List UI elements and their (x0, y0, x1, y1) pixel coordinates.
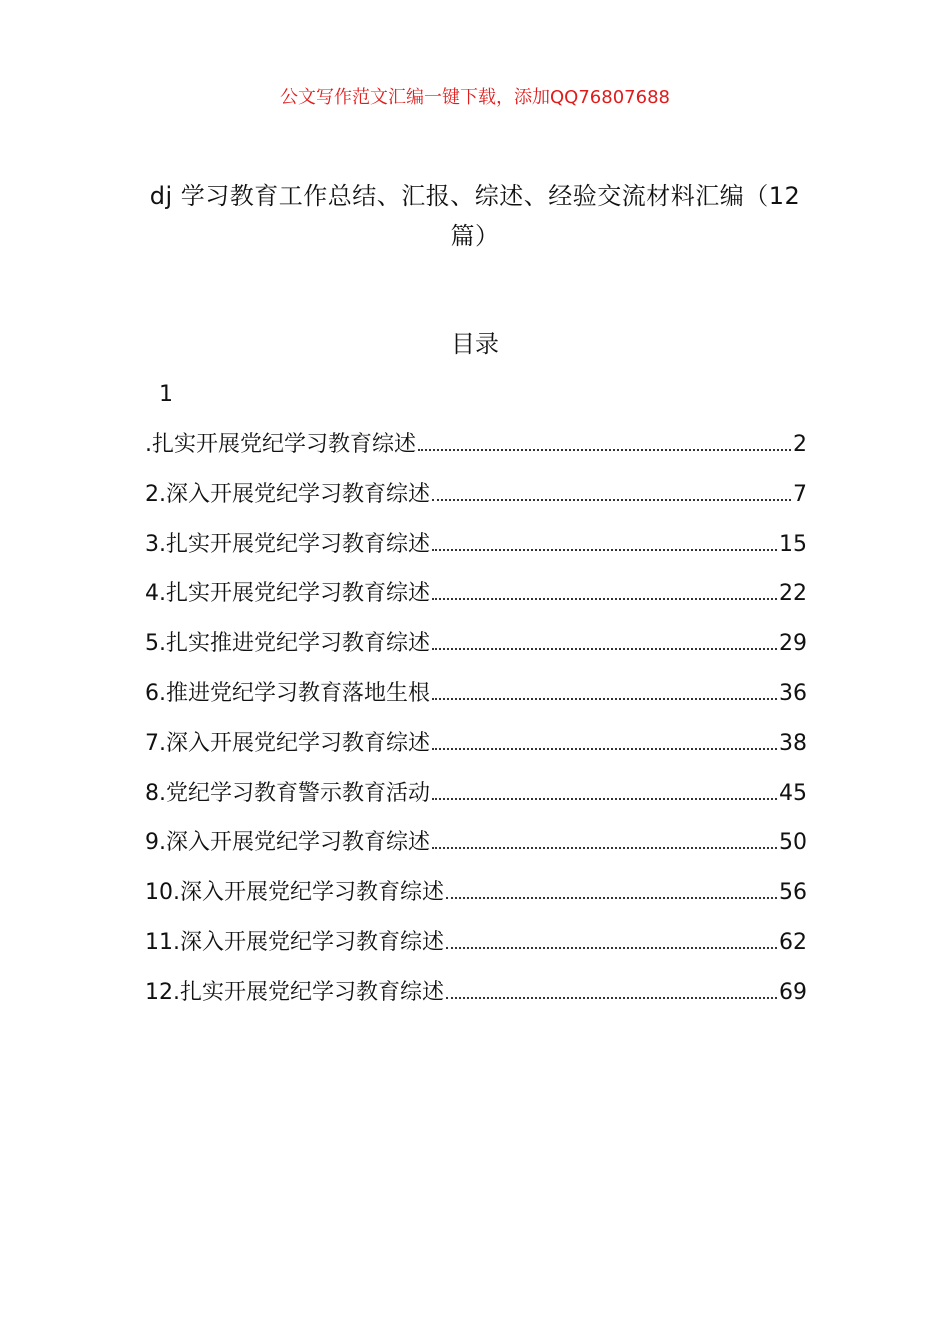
toc-entry-title: .扎实开展党纪学习教育综述 (145, 432, 416, 457)
toc-entry-page: 45 (779, 780, 807, 806)
toc-entry-7[interactable] (145, 726, 807, 776)
toc-entry-page: 22 (779, 581, 807, 607)
toc-entry-10[interactable] (145, 875, 807, 925)
toc-entry-page: 56 (779, 880, 807, 906)
table-of-contents (145, 427, 807, 1025)
toc-dot-leader (432, 847, 777, 849)
toc-dot-leader (432, 798, 777, 800)
toc-entry-title: 4.扎实开展党纪学习教育综述 (145, 581, 430, 607)
download-banner: 公文写作范文汇编一键下载，添加QQ76807688 (280, 87, 670, 108)
document-title-line-2: 篇） (450, 222, 500, 250)
toc-entry-9[interactable] (145, 825, 807, 875)
toc-entry-page: 15 (779, 531, 807, 557)
toc-entry-4[interactable] (145, 576, 807, 626)
toc-entry-page: 69 (779, 979, 807, 1005)
toc-entry-12[interactable] (145, 975, 807, 1025)
toc-entry-title: 3.扎实开展党纪学习教育综述 (145, 531, 430, 557)
toc-entry-page: 36 (779, 680, 807, 706)
toc-entry-title: 10.深入开展党纪学习教育综述 (145, 880, 444, 906)
toc-entry-3[interactable] (145, 527, 807, 577)
toc-entry-6[interactable] (145, 676, 807, 726)
toc-dot-leader (446, 897, 777, 899)
toc-stray-number: 1 (159, 382, 173, 407)
toc-entry-8[interactable] (145, 776, 807, 826)
toc-entry-2[interactable] (145, 477, 807, 527)
toc-entry-title: 5.扎实推进党纪学习教育综述 (145, 631, 430, 657)
toc-entry-title: 7.深入开展党纪学习教育综述 (145, 730, 430, 756)
document-title (140, 176, 810, 256)
toc-entry-page: 50 (779, 830, 807, 856)
toc-entry-title: 9.深入开展党纪学习教育综述 (145, 830, 430, 856)
toc-entry-page: 7 (793, 481, 807, 507)
toc-entry-page: 29 (779, 631, 807, 657)
toc-entry-title: 6.推进党纪学习教育落地生根 (145, 680, 430, 706)
toc-entry-page: 38 (779, 730, 807, 756)
toc-entry-title: 11.深入开展党纪学习教育综述 (145, 929, 444, 955)
toc-dot-leader (432, 549, 777, 551)
toc-entry-11[interactable] (145, 925, 807, 975)
toc-dot-leader (432, 499, 791, 501)
toc-dot-leader (446, 997, 777, 999)
toc-dot-leader (432, 598, 777, 600)
toc-dot-leader (432, 748, 777, 750)
toc-entry-5[interactable] (145, 626, 807, 676)
toc-entry-title: 8.党纪学习教育警示教育活动 (145, 780, 430, 806)
toc-entry-title: 2.深入开展党纪学习教育综述 (145, 481, 430, 507)
toc-entry-page: 2 (793, 432, 807, 457)
toc-dot-leader (418, 449, 791, 451)
toc-entry-1[interactable] (145, 427, 807, 477)
toc-entry-page: 62 (779, 929, 807, 955)
toc-dot-leader (432, 698, 777, 700)
toc-entry-title: 12.扎实开展党纪学习教育综述 (145, 979, 444, 1005)
toc-heading: 目录 (451, 330, 499, 358)
document-title-line-1: dj 学习教育工作总结、汇报、综述、经验交流材料汇编（12 (149, 182, 801, 210)
toc-dot-leader (446, 947, 777, 949)
toc-dot-leader (432, 648, 777, 650)
